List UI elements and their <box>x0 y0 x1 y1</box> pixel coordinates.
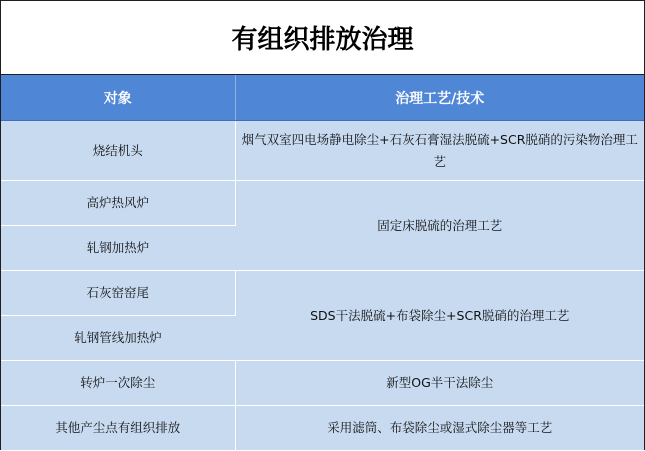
tech-cell: SDS干法脱硫+布袋除尘+SCR脱硝的治理工艺 <box>235 271 644 361</box>
header-tech: 治理工艺/技术 <box>235 75 644 121</box>
object-cell: 其他产尘点有组织排放 <box>1 406 235 451</box>
table-row <box>1 181 644 226</box>
table-header-row <box>1 75 644 121</box>
object-cell: 高炉热风炉 <box>1 181 235 226</box>
table-row <box>1 121 644 181</box>
page-title: 有组织排放治理 <box>1 1 644 75</box>
tech-cell: 采用滤筒、布袋除尘或湿式除尘器等工艺 <box>235 406 644 451</box>
treatment-table <box>1 75 644 451</box>
object-cell: 烧结机头 <box>1 121 235 181</box>
object-cell: 轧钢加热炉 <box>1 226 235 271</box>
header-object: 对象 <box>1 75 235 121</box>
table-row <box>1 361 644 406</box>
tech-cell: 固定床脱硫的治理工艺 <box>235 181 644 271</box>
tech-cell: 新型OG半干法除尘 <box>235 361 644 406</box>
table-row <box>1 406 644 451</box>
object-cell: 轧钢管线加热炉 <box>1 316 235 361</box>
object-cell: 石灰窑窑尾 <box>1 271 235 316</box>
object-cell: 转炉一次除尘 <box>1 361 235 406</box>
table-row <box>1 271 644 316</box>
tech-cell: 烟气双室四电场静电除尘+石灰石膏湿法脱硫+SCR脱硝的污染物治理工艺 <box>235 121 644 181</box>
